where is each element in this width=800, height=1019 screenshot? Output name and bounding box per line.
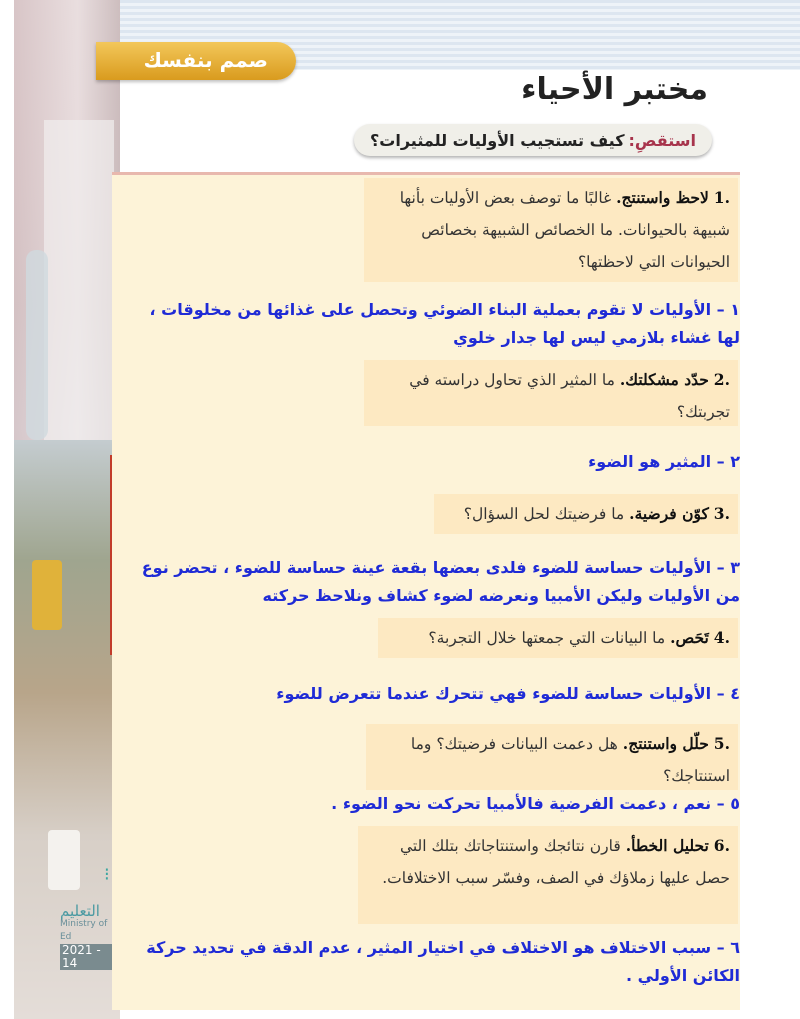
question-text: هل دعمت البيانات فرضيتك؟ وما استنتاجك؟: [410, 735, 730, 785]
question-3: [434, 494, 738, 534]
question-lead: حدّد مشكلتك.: [619, 370, 709, 389]
question-lead: لاحظ واستنتج.: [616, 188, 709, 207]
section-tag-label: صمم بنفسك: [143, 48, 268, 72]
inquiry-banner: [354, 124, 712, 156]
section-tag: [96, 42, 296, 80]
question-text: ما المثير الذي تحاول دراسته في تجربتك؟: [409, 371, 730, 421]
question-lead: تَحَص.: [670, 628, 709, 647]
question-number: .5: [713, 734, 730, 753]
question-text: غالبًا ما توصف بعض الأوليات بأنها شبيهة بالحيوانات. ما الخصائص الشبيهة بخصائص الحيوانات التي لاحظتها؟: [399, 189, 730, 271]
question-text: قارن نتائجك واستنتاجاتك بتلك التي حصل عليها زملاؤك في الصف، وفسّر سبب الاختلافات.: [382, 837, 730, 887]
question-1: [364, 178, 738, 282]
ministry-line1: التعليم: [60, 902, 100, 920]
ministry-watermark: [60, 902, 120, 970]
answer-3: ٣ – الأوليات حساسة للضوء فلدى بعضها بقعة عينة حساسة للضوء ، تحضر نوع من الأوليات وليكن الأمبيا ونعرضه لضوء كشاف ونلاحظ حركته: [141, 558, 740, 605]
question-4: [378, 618, 738, 658]
inquiry-label: استقصِ:: [628, 130, 696, 150]
question-text: ما البيانات التي جمعتها خلال التجربة؟: [428, 629, 666, 647]
question-5: [366, 724, 738, 790]
question-number: .6: [713, 836, 730, 855]
question-lead: حلّل واستنتج.: [622, 734, 709, 753]
question-2: [364, 360, 738, 426]
question-number: .2: [713, 370, 730, 389]
question-lead: كوّن فرضية.: [629, 504, 709, 523]
ministry-line2: Ministry of Ed: [60, 919, 108, 942]
question-6: [358, 826, 738, 924]
answer-2: ٢ – المثير هو الضوء: [588, 452, 740, 471]
question-lead: تحليل الخطأ.: [625, 836, 709, 855]
question-number: .3: [713, 504, 730, 523]
answer-5: ٥ – نعم ، دعمت الفرضية فالأمبيا تحركت نحو الضوء .: [331, 794, 740, 813]
question-number: .1: [713, 188, 730, 207]
answer-6: ٦ – سبب الاختلاف هو الاختلاف في اختيار المثير ، عدم الدقة في تحديد حركة الكائن الأولي .: [146, 938, 740, 985]
answer-4: ٤ – الأوليات حساسة للضوء فهي تتحرك عندما تتعرض للضوء: [276, 684, 740, 703]
inquiry-question: كيف تستجيب الأوليات للمثيرات؟: [369, 130, 625, 150]
question-text: ما فرضيتك لحل السؤال؟: [463, 505, 625, 523]
panel-divider: [112, 172, 740, 175]
question-number: .4: [713, 628, 730, 647]
answer-1: ١ – الأوليات لا تقوم بعملية البناء الضوئي وتحصل على غذائها من مخلوقات ، لها غشاء بلازمي ليس لها جدار خلوي: [149, 300, 740, 347]
ministry-line3: 2021 - 14: [60, 944, 120, 970]
page-title: مختبر الأحياء: [521, 72, 708, 107]
ministry-logo-dots: ⁝: [104, 864, 110, 885]
